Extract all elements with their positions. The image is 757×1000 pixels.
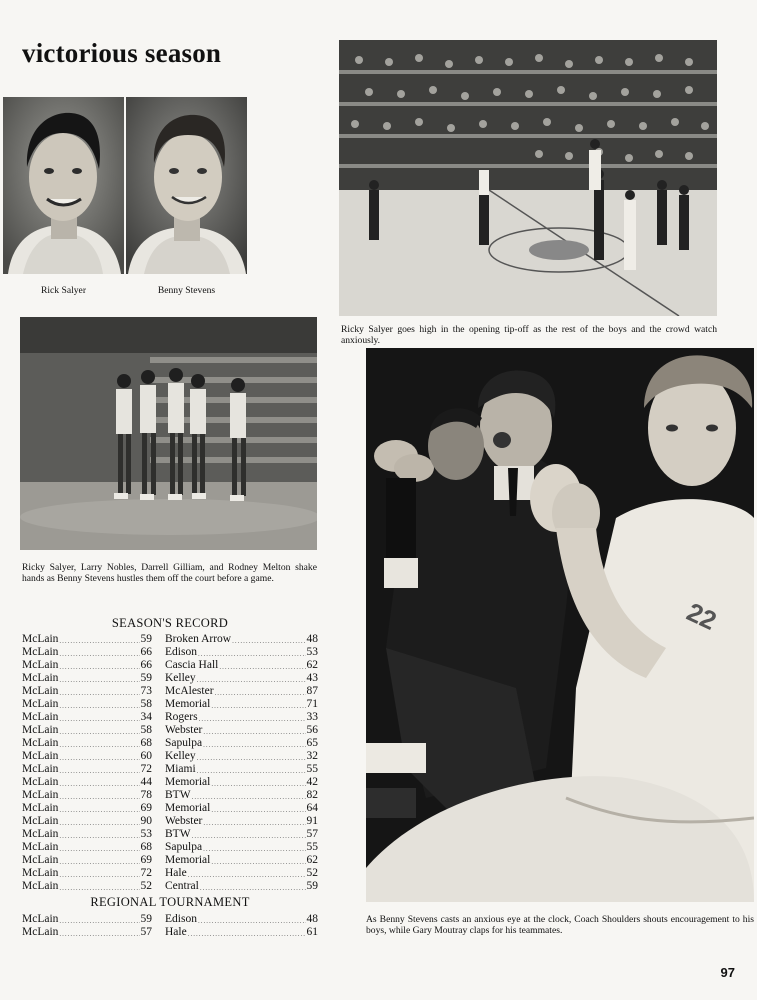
game-row (22, 633, 318, 646)
opponent-score: 62 (306, 854, 318, 866)
dot-leader (198, 649, 306, 659)
opponent-score: 56 (306, 724, 318, 736)
dot-leader (199, 714, 306, 724)
team-name: McLain (22, 815, 59, 827)
dot-leader (59, 727, 139, 737)
team-score: 90 (140, 815, 152, 827)
game-row (22, 659, 318, 672)
bench-photo (366, 348, 754, 902)
opponent-name: BTW (165, 789, 191, 801)
dot-leader (59, 636, 139, 646)
opponent-score: 48 (306, 633, 318, 645)
game-row (22, 913, 318, 926)
team-name: McLain (22, 659, 59, 671)
dot-leader (197, 753, 306, 763)
dot-leader (59, 916, 139, 926)
team-name: McLain (22, 763, 59, 775)
dot-leader (59, 844, 139, 854)
team-score: 34 (140, 711, 152, 723)
team-name: McLain (22, 685, 59, 697)
dot-leader (203, 727, 305, 737)
dot-leader (59, 753, 139, 763)
dot-leader (59, 662, 139, 672)
dot-leader (198, 916, 306, 926)
dot-leader (192, 831, 306, 841)
opponent-score: 62 (306, 659, 318, 671)
portrait-caption-rick-salyer: Rick Salyer (40, 285, 87, 296)
opponent-score: 52 (306, 867, 318, 879)
team-name: McLain (22, 737, 59, 749)
opponent-name: Webster (165, 815, 203, 827)
dot-leader (59, 857, 139, 867)
opponent-name: Sapulpa (165, 737, 203, 749)
opponent-name: Hale (165, 867, 187, 879)
team-score: 68 (140, 737, 152, 749)
team-score: 66 (140, 646, 152, 658)
game-row (22, 685, 318, 698)
team-score: 78 (140, 789, 152, 801)
handshake-photo (20, 317, 317, 550)
dot-leader (203, 818, 305, 828)
tipoff-caption: Ricky Salyer goes high in the opening tip-off as the rest of the boys and the crowd watch anxiously. (341, 324, 717, 346)
team-score: 53 (140, 828, 152, 840)
opponent-score: 43 (306, 672, 318, 684)
team-score: 58 (140, 724, 152, 736)
dot-leader (59, 675, 139, 685)
opponent-name: Broken Arrow (165, 633, 232, 645)
dot-leader (219, 662, 305, 672)
game-row (22, 724, 318, 737)
opponent-name: Miami (165, 763, 196, 775)
team-name: McLain (22, 880, 59, 892)
opponent-score: 71 (306, 698, 318, 710)
season-record-table (22, 633, 318, 895)
dot-leader (197, 766, 306, 776)
regional-tournament-heading: REGIONAL TOURNAMENT (90, 895, 250, 909)
game-row (22, 776, 318, 789)
game-row (22, 789, 318, 802)
team-score: 72 (140, 867, 152, 879)
team-score: 66 (140, 659, 152, 671)
team-name: McLain (22, 646, 59, 658)
team-score: 69 (140, 802, 152, 814)
dot-leader (211, 779, 305, 789)
dot-leader (188, 870, 306, 880)
opponent-score: 57 (306, 828, 318, 840)
opponent-name: Memorial (165, 802, 211, 814)
opponent-score: 87 (306, 685, 318, 697)
dot-leader (203, 844, 305, 854)
team-score: 60 (140, 750, 152, 762)
dot-leader (59, 792, 139, 802)
opponent-score: 53 (306, 646, 318, 658)
opponent-name: Memorial (165, 776, 211, 788)
opponent-score: 42 (306, 776, 318, 788)
game-row (22, 646, 318, 659)
dot-leader (59, 870, 139, 880)
dot-leader (192, 792, 306, 802)
opponent-score: 64 (306, 802, 318, 814)
team-name: McLain (22, 854, 59, 866)
dot-leader (59, 740, 139, 750)
dot-leader (59, 805, 139, 815)
game-row (22, 737, 318, 750)
team-score: 69 (140, 854, 152, 866)
game-row (22, 926, 318, 939)
game-row (22, 867, 318, 880)
opponent-score: 61 (306, 926, 318, 938)
dot-leader (59, 929, 139, 939)
opponent-name: Hale (165, 926, 187, 938)
jersey-number: 22 (682, 596, 722, 636)
portrait-benny-stevens-photo (126, 97, 247, 274)
opponent-score: 55 (306, 763, 318, 775)
dot-leader (59, 701, 139, 711)
dot-leader (203, 740, 305, 750)
dot-leader (59, 688, 139, 698)
team-name: McLain (22, 841, 59, 853)
page-number: 97 (720, 965, 735, 980)
dot-leader (197, 675, 306, 685)
game-row (22, 750, 318, 763)
game-row (22, 815, 318, 828)
dot-leader (215, 688, 306, 698)
opponent-name: McAlester (165, 685, 214, 697)
team-name: McLain (22, 711, 59, 723)
team-name: McLain (22, 913, 59, 925)
opponent-name: Cascia Hall (165, 659, 219, 671)
team-name: McLain (22, 802, 59, 814)
opponent-name: Memorial (165, 854, 211, 866)
dot-leader (59, 831, 139, 841)
dot-leader (211, 805, 305, 815)
dot-leader (59, 714, 139, 724)
game-row (22, 880, 318, 893)
team-name: McLain (22, 789, 59, 801)
dot-leader (211, 701, 305, 711)
team-score: 57 (140, 926, 152, 938)
game-row (22, 698, 318, 711)
team-name: McLain (22, 926, 59, 938)
opponent-score: 33 (306, 711, 318, 723)
game-row (22, 711, 318, 724)
team-name: McLain (22, 776, 59, 788)
game-row (22, 672, 318, 685)
page-title: victorious season (22, 38, 222, 68)
dot-leader (59, 779, 139, 789)
opponent-name: Rogers (165, 711, 198, 723)
team-name: McLain (22, 867, 59, 879)
dot-leader (59, 883, 139, 893)
opponent-name: Webster (165, 724, 203, 736)
team-name: McLain (22, 828, 59, 840)
opponent-name: Central (165, 880, 199, 892)
dot-leader (232, 636, 305, 646)
opponent-name: Edison (165, 913, 197, 925)
team-name: McLain (22, 633, 59, 645)
regional-record-table (22, 913, 318, 941)
team-score: 59 (140, 672, 152, 684)
game-row (22, 802, 318, 815)
game-row (22, 828, 318, 841)
opponent-score: 32 (306, 750, 318, 762)
team-name: McLain (22, 750, 59, 762)
team-score: 58 (140, 698, 152, 710)
dot-leader (188, 929, 306, 939)
game-row (22, 854, 318, 867)
portrait-caption-benny-stevens: Benny Stevens (157, 285, 216, 296)
team-score: 44 (140, 776, 152, 788)
opponent-score: 55 (306, 841, 318, 853)
tipoff-photo (339, 40, 717, 316)
opponent-name: Edison (165, 646, 197, 658)
opponent-score: 59 (306, 880, 318, 892)
season-record-heading: SEASON'S RECORD (111, 616, 229, 630)
opponent-score: 48 (306, 913, 318, 925)
team-score: 52 (140, 880, 152, 892)
dot-leader (200, 883, 306, 893)
opponent-name: Memorial (165, 698, 211, 710)
bench-caption: As Benny Stevens casts an anxious eye at the clock, Coach Shoulders shouts encouragement to his boys, while Gary Moutray claps for his teammates. (366, 914, 754, 936)
team-score: 59 (140, 633, 152, 645)
team-name: McLain (22, 724, 59, 736)
team-score: 72 (140, 763, 152, 775)
dot-leader (59, 649, 139, 659)
opponent-score: 91 (306, 815, 318, 827)
dot-leader (59, 766, 139, 776)
team-score: 68 (140, 841, 152, 853)
game-row (22, 763, 318, 776)
team-name: McLain (22, 698, 59, 710)
team-name: McLain (22, 672, 59, 684)
opponent-name: Sapulpa (165, 841, 203, 853)
team-score: 73 (140, 685, 152, 697)
portrait-rick-salyer-photo (3, 97, 124, 274)
game-row (22, 841, 318, 854)
opponent-name: Kelley (165, 750, 196, 762)
handshake-caption: Ricky Salyer, Larry Nobles, Darrell Gilliam, and Rodney Melton shake hands as Benny Stevens hustles them off the court before a game. (22, 562, 317, 584)
dot-leader (211, 857, 305, 867)
opponent-score: 65 (306, 737, 318, 749)
team-score: 59 (140, 913, 152, 925)
opponent-name: Kelley (165, 672, 196, 684)
opponent-score: 82 (306, 789, 318, 801)
dot-leader (59, 818, 139, 828)
opponent-name: BTW (165, 828, 191, 840)
